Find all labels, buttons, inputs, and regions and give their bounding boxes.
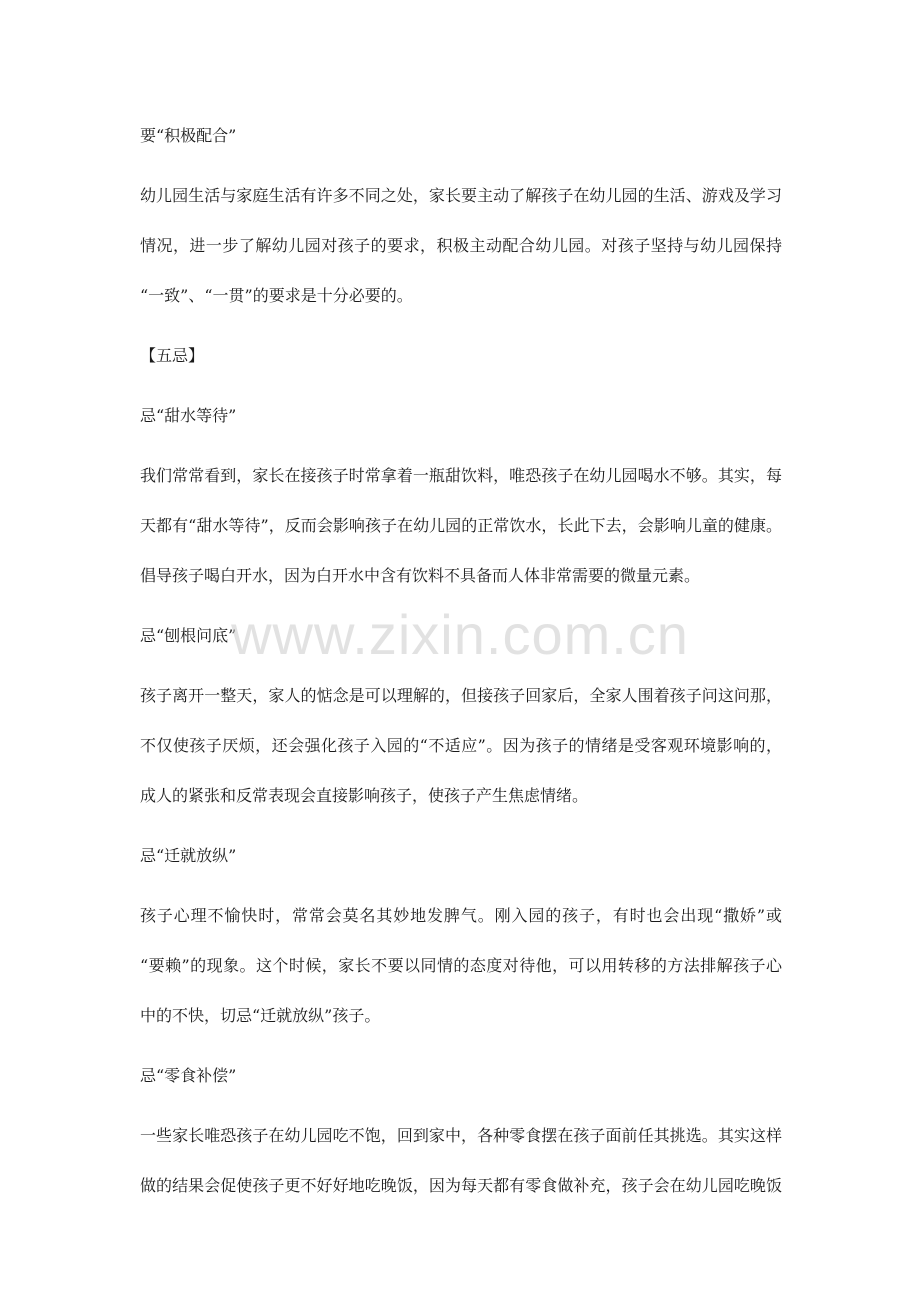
paragraph-line: 倡导孩子喝白开水，因为白开水中含有饮料不具备而人体非常需要的微量元素。 [140, 566, 701, 585]
heading-sweet-water: 忌“甜水等待” [140, 406, 237, 425]
paragraph-line: 成人的紧张和反常表现会直接影响孩子，使孩子产生焦虑情绪。 [140, 786, 589, 805]
paragraph-line: 幼儿园生活与家庭生活有许多不同之处，家长要主动了解孩子在幼儿园的生活、游戏及学习 [140, 186, 782, 205]
paragraph-line: 情况，进一步了解幼儿园对孩子的要求，积极主动配合幼儿园。对孩子坚持与幼儿园保持 [140, 236, 782, 255]
heading-indulging: 忌“迁就放纵” [140, 846, 237, 865]
paragraph-line: “要赖”的现象。这个时候，家长不要以同情的态度对待他，可以用转移的方法排解孩子心 [140, 956, 782, 975]
paragraph-line: 孩子心理不愉快时，常常会莫名其妙地发脾气。刚入园的孩子，有时也会出现“撒娇”或 [140, 906, 782, 925]
paragraph-line: 天都有“甜水等待”，反而会影响孩子在幼儿园的正常饮水，长此下去，会影响儿童的健康。 [140, 516, 782, 535]
paragraph-line: 孩子离开一整天，家人的惦念是可以理解的，但接孩子回家后，全家人围着孩子问这问那， [140, 686, 782, 705]
paragraph-line: 一些家长唯恐孩子在幼儿园吃不饱，回到家中，各种零食摆在孩子面前任其挑选。其实这样 [140, 1126, 782, 1145]
heading-snack-compensation: 忌“零食补偿” [140, 1066, 237, 1085]
paragraph-line: “一致”、“一贯”的要求是十分必要的。 [140, 286, 413, 305]
heading-interrogating: 忌“刨根问底” [140, 626, 237, 645]
paragraph-line: 我们常常看到，家长在接孩子时常拿着一瓶甜饮料，唯恐孩子在幼儿园喝水不够。其实，每 [140, 466, 782, 485]
section-heading-five-donts: 【五忌】 [140, 346, 205, 365]
paragraph-line: 不仅使孩子厌烦，还会强化孩子入园的“不适应”。因为孩子的情绪是受客观环境影响的， [140, 736, 782, 755]
paragraph-line: 中的不快，切忌“迁就放纵”孩子。 [140, 1006, 381, 1025]
watermark: www.zixin.com.cn [231, 603, 689, 666]
heading-cooperate: 要“积极配合” [140, 126, 237, 145]
paragraph-line: 做的结果会促使孩子更不好好地吃晚饭，因为每天都有零食做补充，孩子会在幼儿园吃晚饭 [140, 1176, 782, 1195]
